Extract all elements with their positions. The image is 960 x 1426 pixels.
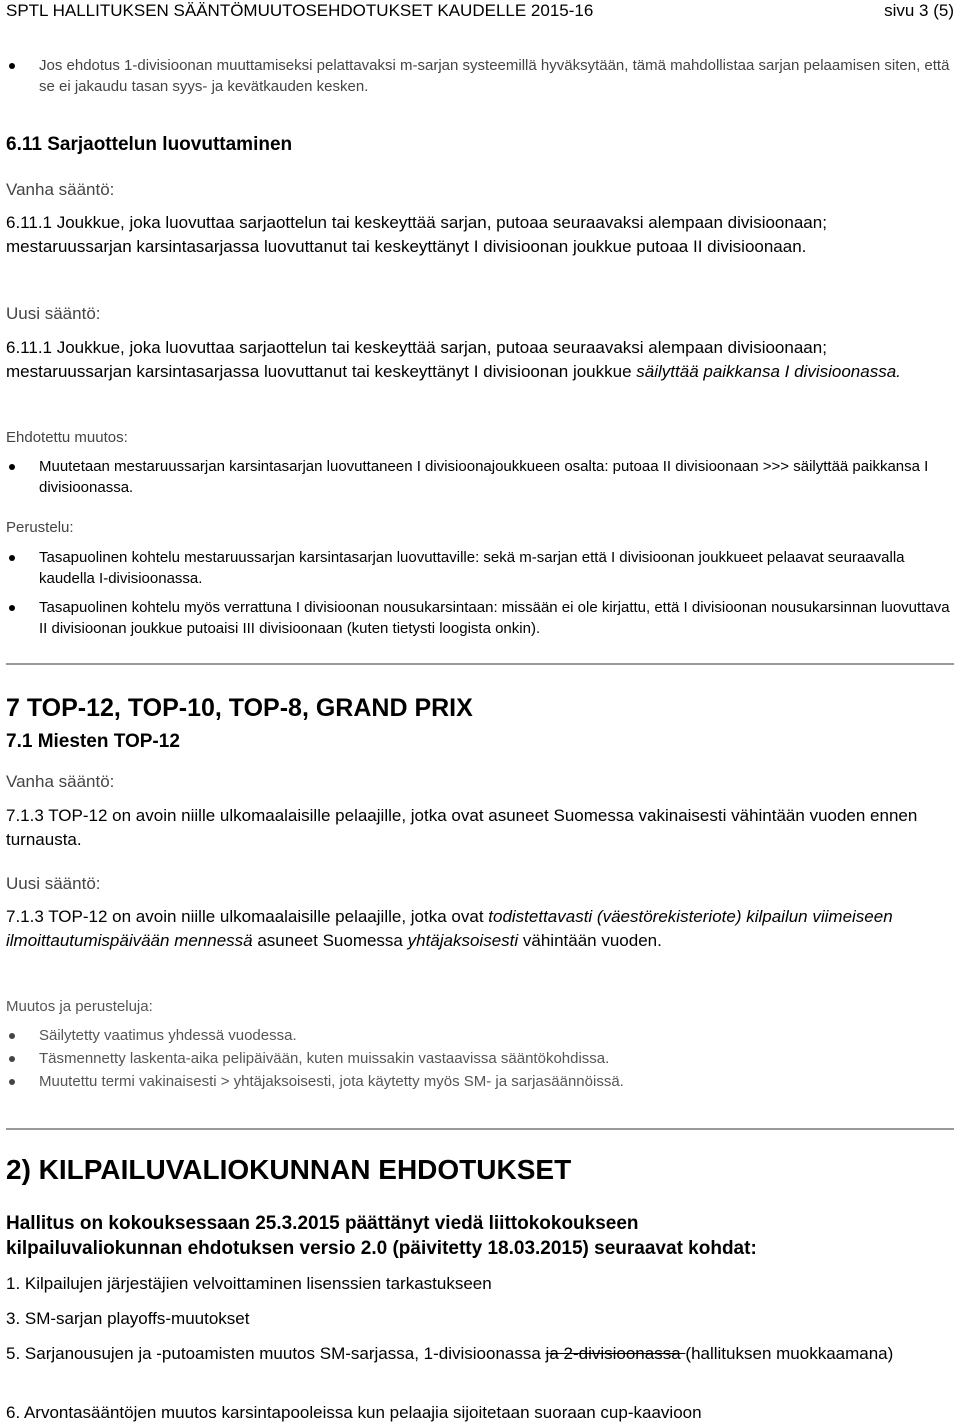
new-rule-label: Uusi sääntö: xyxy=(6,304,101,323)
list-item xyxy=(6,1025,954,1046)
change-reasoning-text: Täsmennetty laskenta-aika pelipäivään, kuten muissakin vastaavissa sääntökohdissa. xyxy=(39,1050,610,1067)
bullet-icon xyxy=(9,1033,15,1039)
list-item: 1. Kilpailujen järjestäjien velvoittaminen lisenssien tarkastukseen xyxy=(6,1274,492,1293)
section-heading-7: 7 TOP-12, TOP-10, TOP-8, GRAND PRIX xyxy=(6,694,473,722)
reasoning-label: Perustelu: xyxy=(6,519,74,536)
old-rule-text: 6.11.1 Joukkue, joka luovuttaa sarjaottelun tai keskeyttää sarjan, putoaa seuraavaksi alempaan divisioonaan; mestaruussarjan karsintasarjassa luovuttanut tai keskeyttänyt I divisioonan joukkue putoaa II divisioonaan. xyxy=(6,213,827,256)
proposed-change-label: Ehdotettu muutos: xyxy=(6,429,128,446)
section-divider xyxy=(6,1128,954,1130)
reasoning-list xyxy=(6,547,954,647)
subsection-heading-7-1: 7.1 Miesten TOP-12 xyxy=(6,731,180,752)
bullet-icon xyxy=(9,464,15,470)
old-rule-label: Vanha sääntö: xyxy=(6,180,115,199)
list-item xyxy=(6,597,954,639)
section-heading-kilpailuvaliokunta: 2) KILPAILUVALIOKUNNAN EHDOTUKSET xyxy=(6,1154,572,1185)
board-decision-line-2: kilpailuvaliokunnan ehdotuksen versio 2.0 (päivitetty 18.03.2015) seuraavat kohdat: xyxy=(6,1238,757,1259)
new-rule-part: asuneet Suomessa xyxy=(252,931,408,950)
item-5-text-end: (hallituksen muokkaamana) xyxy=(685,1344,894,1363)
reasoning-text: Tasapuolinen kohtelu myös verrattuna I divisioonan nousukarsintaan: missään ei ole kirjattu, että I divisioonan nousukarsinnan luovuttava II divisioonan joukkue putoaisi III divisioonaan (kuten tietysti loogista onkin). xyxy=(39,599,950,637)
bullet-icon xyxy=(9,1056,15,1062)
item-5-text: 5. Sarjanousujen ja -putoamisten muutos SM-sarjassa, 1-divisioonassa xyxy=(6,1344,546,1363)
proposed-change-text: Muutetaan mestaruussarjan karsintasarjan luovuttaneen I divisioonajoukkueen osalta: putoaa II divisioonaan >>> säilyttää paikkansa I divisioonassa. xyxy=(39,458,929,496)
new-rule-part-italic: todistettavasti (väestörekisteriote) kilpailun viimeiseen ilmoittautumispäivään mennessä xyxy=(6,907,893,950)
new-rule-part-italic: yhtäjaksoisesti xyxy=(407,931,519,950)
board-decision-line-1: Hallitus on kokouksessaan 25.3.2015 päättänyt viedä liittokokoukseen xyxy=(6,1213,639,1234)
new-rule-text-plain: 6.11.1 Joukkue, joka luovuttaa sarjaottelun tai keskeyttää sarjan, putoaa seuraavaksi alempaan divisioonaan; mestaruussarjan karsintasarjassa luovuttanut tai keskeyttänyt I divisioonan joukkue xyxy=(6,338,827,381)
reasoning-text: Tasapuolinen kohtelu mestaruussarjan karsintasarjan luovuttaville: sekä m-sarjan että I divisioonan joukkueet pelaavat seuraavalla kaudella I-divisioonassa. xyxy=(39,549,905,587)
change-reasoning-list xyxy=(6,1025,954,1094)
page-header xyxy=(6,0,954,24)
list-item xyxy=(6,55,954,97)
bullet-icon xyxy=(9,1079,15,1085)
new-rule-text-italic: säilyttää paikkansa I divisioonassa. xyxy=(636,362,901,381)
list-item xyxy=(6,1071,954,1092)
section-divider xyxy=(6,663,954,665)
page-number: sivu 3 (5) xyxy=(884,1,954,20)
list-item: 6. Arvontasääntöjen muutos karsintapooleissa kun pelaajia sijoitetaan suoraan cup-kaavioon xyxy=(6,1403,702,1422)
new-rule-label: Uusi sääntö: xyxy=(6,874,101,893)
intro-bullet-list xyxy=(6,55,954,105)
change-reasoning-label: Muutos ja perusteluja: xyxy=(6,998,153,1015)
section-heading-6-11: 6.11 Sarjaottelun luovuttaminen xyxy=(6,134,293,155)
change-reasoning-text: Muutettu termi vakinaisesti > yhtäjaksoisesti, jota käytetty myös SM- ja sarjasäännöissä. xyxy=(39,1073,624,1090)
new-rule-text xyxy=(6,905,954,953)
old-rule-text: 7.1.3 TOP-12 on avoin niille ulkomaalaisille pelaajille, jotka ovat asuneet Suomessa vakinaisesti vähintään vuoden ennen turnausta. xyxy=(6,806,918,849)
proposed-change-list xyxy=(6,456,954,506)
list-item: 3. SM-sarjan playoffs-muutokset xyxy=(6,1309,250,1328)
new-rule-part: vähintään vuoden. xyxy=(518,931,662,950)
intro-bullet-text: Jos ehdotus 1-divisioonan muuttamiseksi pelattavaksi m-sarjan systeemillä hyväksytään, tämä mahdollistaa sarjan pelaamisen siten, että se ei jakaudu tasan syys- ja kevätkauden kesken. xyxy=(39,57,950,95)
old-rule-label: Vanha sääntö: xyxy=(6,772,115,791)
bullet-icon xyxy=(9,555,15,561)
new-rule-text xyxy=(6,336,954,384)
new-rule-part: 7.1.3 TOP-12 on avoin niille ulkomaalaisille pelaajille, jotka ovat xyxy=(6,907,489,926)
bullet-icon xyxy=(9,605,15,611)
list-item xyxy=(6,456,954,498)
item-5-struck-text: ja 2-divisioonassa xyxy=(545,1344,686,1363)
list-item xyxy=(6,1048,954,1069)
header-title: SPTL HALLITUKSEN SÄÄNTÖMUUTOSEHDOTUKSET KAUDELLE 2015-16 xyxy=(6,1,594,20)
bullet-icon xyxy=(9,63,15,69)
list-item xyxy=(6,1342,954,1366)
list-item xyxy=(6,547,954,589)
change-reasoning-text: Säilytetty vaatimus yhdessä vuodessa. xyxy=(39,1027,297,1044)
